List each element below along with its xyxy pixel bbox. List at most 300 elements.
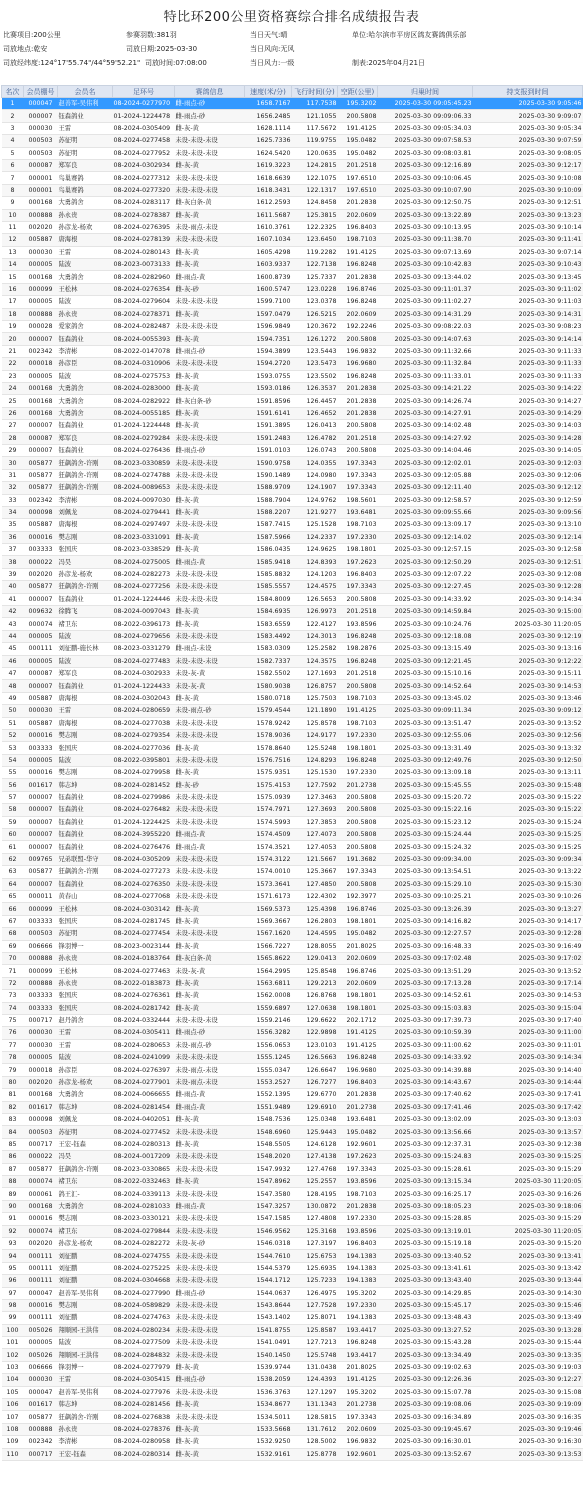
cell-member-name: 狂飙鸽舍-许刚 (58, 457, 113, 469)
cell-arrival-time: 2025-03-30 09:15:23.12 (378, 816, 473, 828)
table-row[interactable] (2, 221, 583, 233)
cell-ring-no: 08-2022-0396173 (113, 618, 175, 630)
cell-speed: 1578.9036 (245, 729, 292, 741)
cell-flight-time: 120.3672 (292, 321, 338, 333)
table-row[interactable] (2, 1225, 583, 1237)
table-row[interactable] (2, 1101, 583, 1113)
cell-speed: 1547.3257 (245, 1200, 292, 1212)
table-row[interactable] (2, 1250, 583, 1262)
cell-loft-no: 005877 (24, 1163, 58, 1175)
table-row[interactable] (2, 506, 583, 518)
table-row[interactable] (2, 779, 583, 791)
cell-speed: 1541.0491 (245, 1337, 292, 1349)
cell-ring-no: 08-2024-0097030 (113, 494, 175, 506)
cell-loft-no: 000888 (24, 977, 58, 989)
header-distance[interactable]: 空距(公里) (338, 86, 378, 98)
table-row[interactable] (2, 1374, 583, 1386)
cell-flight-time: 129.6622 (292, 1014, 338, 1026)
table-row[interactable] (2, 1262, 583, 1274)
table-row[interactable] (2, 1275, 583, 1287)
table-row[interactable] (2, 965, 583, 977)
cell-distance: 198.5601 (338, 494, 378, 506)
cell-rank: 10 (2, 209, 24, 221)
cell-ring-no: 08-2024-0277970 (113, 98, 175, 110)
cell-ring-no: 08-2022-0147078 (113, 345, 175, 357)
table-row[interactable] (2, 866, 583, 878)
table-row[interactable] (2, 457, 583, 469)
cell-report-time: 2025-03-30 9:11:41 (473, 234, 583, 246)
table-row[interactable] (2, 469, 583, 481)
cell-loft-no: 003333 (24, 990, 58, 1002)
table-row[interactable] (2, 283, 583, 295)
cell-bird-info: 雌-灰-黄 (175, 1448, 245, 1460)
cell-loft-no: 000099 (24, 283, 58, 295)
table-row[interactable] (2, 829, 583, 841)
cell-report-time: 2025-03-30 9:13:45 (473, 271, 583, 283)
cell-flight-time: 127.4768 (292, 1163, 338, 1175)
cell-member-name: 唐海根 (58, 234, 113, 246)
cell-member-name: 王宏-钰森 (58, 1138, 113, 1150)
cell-loft-no: 000007 (24, 791, 58, 803)
table-row[interactable] (2, 618, 583, 630)
cell-ring-no: 08-2023-0331091 (113, 531, 175, 543)
table-row[interactable] (2, 110, 583, 122)
cell-bird-info: 雌-雨点-砂 (175, 1287, 245, 1299)
cell-distance: 201.2518 (338, 432, 378, 444)
cell-ring-no: 08-2024-0274763 (113, 1312, 175, 1324)
table-row[interactable] (2, 1052, 583, 1064)
table-row[interactable] (2, 531, 583, 543)
table-row[interactable] (2, 891, 583, 903)
cell-ring-no: 08-2024-0303142 (113, 903, 175, 915)
cell-loft-no: 000022 (24, 556, 58, 568)
table-row[interactable] (2, 184, 583, 196)
cell-distance: 195.3202 (338, 1386, 378, 1398)
cell-bird-info: 雌-灰-黄 (175, 915, 245, 927)
table-row[interactable] (2, 729, 583, 741)
cell-member-name: 刘佩龙 (58, 506, 113, 518)
table-row[interactable] (2, 630, 583, 642)
table-row[interactable] (2, 1089, 583, 1101)
cell-rank: 109 (2, 1436, 24, 1448)
table-row[interactable] (2, 494, 583, 506)
table-row[interactable] (2, 915, 583, 927)
table-row[interactable] (2, 308, 583, 320)
table-row[interactable] (2, 1213, 583, 1225)
cell-ring-no: 08-2024-0280653 (113, 1039, 175, 1051)
cell-distance: 200.5808 (338, 333, 378, 345)
cell-speed: 1571.6173 (245, 891, 292, 903)
table-row[interactable] (2, 655, 583, 667)
cell-member-name: 郑军良 (58, 667, 113, 679)
table-row[interactable] (2, 853, 583, 865)
cell-flight-time: 123.0378 (292, 296, 338, 308)
table-row[interactable] (2, 1448, 583, 1460)
cell-distance: 198.1801 (338, 990, 378, 1002)
header-speed[interactable]: 速度(米/分) (245, 86, 292, 98)
cell-ring-no: 08-2024-0277452 (113, 1126, 175, 1138)
table-row[interactable] (2, 271, 583, 283)
cell-arrival-time: 2025-03-30 09:15:07.78 (378, 1386, 473, 1398)
cell-arrival-time: 2025-03-30 09:15:20.72 (378, 791, 473, 803)
cell-flight-time: 127.7528 (292, 1299, 338, 1311)
cell-rank: 54 (2, 754, 24, 766)
cell-rank: 71 (2, 965, 24, 977)
table-row[interactable] (2, 1237, 583, 1249)
table-row[interactable] (2, 1175, 583, 1187)
cell-flight-time: 126.2803 (292, 915, 338, 927)
cell-speed: 1580.0718 (245, 692, 292, 704)
table-row[interactable] (2, 1423, 583, 1435)
cell-member-name: 王松林 (58, 965, 113, 977)
cell-loft-no: 000007 (24, 841, 58, 853)
cell-rank: 28 (2, 432, 24, 444)
table-row[interactable] (2, 754, 583, 766)
table-row[interactable] (2, 234, 583, 246)
cell-flight-time: 129.6910 (292, 1101, 338, 1113)
cell-distance: 196.8403 (338, 568, 378, 580)
table-row[interactable] (2, 122, 583, 134)
cell-ring-no: 08-2024-0297497 (113, 519, 175, 531)
table-row[interactable] (2, 1411, 583, 1423)
table-row[interactable] (2, 1163, 583, 1175)
cell-speed: 1534.5011 (245, 1411, 292, 1423)
table-row[interactable] (2, 246, 583, 258)
cell-arrival-time: 2025-03-30 09:10:06.45 (378, 172, 473, 184)
cell-bird-info: 未设-未设-未设 (175, 1052, 245, 1064)
cell-bird-info: 雌-灰-黄 (175, 259, 245, 271)
table-row[interactable] (2, 556, 583, 568)
table-row[interactable] (2, 705, 583, 717)
cell-report-time: 2025-03-30 9:14:14 (473, 333, 583, 345)
cell-distance: 196.9680 (338, 358, 378, 370)
cell-rank: 68 (2, 928, 24, 940)
cell-member-name: 狂飙鸽舍-许刚 (58, 866, 113, 878)
cell-member-name: 孙彦臣 (58, 1064, 113, 1076)
table-row[interactable] (2, 1436, 583, 1448)
table-row[interactable] (2, 209, 583, 221)
cell-report-time: 2025-03-30 9:17:14 (473, 977, 583, 989)
table-row[interactable] (2, 717, 583, 729)
cell-rank: 12 (2, 234, 24, 246)
header-report-time[interactable]: 持支报到时间 (473, 86, 583, 98)
cell-arrival-time: 2025-03-30 09:14:29.85 (378, 1287, 473, 1299)
cell-distance: 202.0609 (338, 977, 378, 989)
table-row[interactable] (2, 791, 583, 803)
cell-report-time: 2025-03-30 9:05:46 (473, 98, 583, 110)
table-row[interactable] (2, 1399, 583, 1411)
cell-speed: 1594.7351 (245, 333, 292, 345)
cell-loft-no: 009765 (24, 853, 58, 865)
cell-distance: 197.2330 (338, 531, 378, 543)
cell-bird-info: 未设-未设-未设 (175, 1262, 245, 1274)
table-row[interactable] (2, 667, 583, 679)
table-row[interactable] (2, 928, 583, 940)
cell-distance: 196.8746 (338, 283, 378, 295)
table-row[interactable] (2, 1386, 583, 1398)
cell-loft-no: 000717 (24, 1448, 58, 1460)
table-row[interactable] (2, 680, 583, 692)
cell-bird-info: 未设-灰-黄 (175, 667, 245, 679)
cell-arrival-time: 2025-03-30 09:13:56.66 (378, 1126, 473, 1138)
table-row[interactable] (2, 395, 583, 407)
cell-loft-no: 005877 (24, 866, 58, 878)
table-row[interactable] (2, 1114, 583, 1126)
cell-report-time: 2025-03-30 9:14:29 (473, 407, 583, 419)
table-row[interactable] (2, 147, 583, 159)
table-row[interactable] (2, 135, 583, 147)
cell-bird-info: 未设-未设-未设 (175, 296, 245, 308)
table-row[interactable] (2, 977, 583, 989)
table-row[interactable] (2, 1138, 583, 1150)
cell-flight-time: 119.9755 (292, 135, 338, 147)
table-row[interactable] (2, 544, 583, 556)
table-row[interactable] (2, 816, 583, 828)
cell-flight-time: 124.4393 (292, 1374, 338, 1386)
table-row[interactable] (2, 98, 583, 110)
cell-bird-info: 未设-未设-未设 (175, 1163, 245, 1175)
table-row[interactable] (2, 1324, 583, 1336)
cell-report-time: 2025-03-30 9:14:03 (473, 420, 583, 432)
header-arrival[interactable]: 归巢时间 (378, 86, 473, 98)
cell-bird-info: 未设-未设-未设 (175, 729, 245, 741)
table-row[interactable] (2, 1349, 583, 1361)
table-row[interactable] (2, 1299, 583, 1311)
header-flight-time[interactable]: 飞行时间(分) (292, 86, 338, 98)
cell-rank: 73 (2, 990, 24, 1002)
table-row[interactable] (2, 370, 583, 382)
table-row[interactable] (2, 841, 583, 853)
table-row[interactable] (2, 420, 583, 432)
cell-rank: 108 (2, 1423, 24, 1435)
table-row[interactable] (2, 259, 583, 271)
table-row[interactable] (2, 172, 583, 184)
cell-rank: 89 (2, 1188, 24, 1200)
cell-ring-no: 08-2024-0277458 (113, 135, 175, 147)
table-row[interactable] (2, 581, 583, 593)
cell-arrival-time: 2025-03-30 09:13:40.52 (378, 1250, 473, 1262)
cell-arrival-time: 2025-03-30 09:16:48.33 (378, 940, 473, 952)
table-row[interactable] (2, 358, 583, 370)
cell-report-time: 2025-03-30 9:15:46 (473, 1299, 583, 1311)
table-row[interactable] (2, 1188, 583, 1200)
table-row[interactable] (2, 345, 583, 357)
table-row[interactable] (2, 568, 583, 580)
cell-rank: 95 (2, 1262, 24, 1274)
cell-rank: 14 (2, 259, 24, 271)
cell-distance: 200.5808 (338, 816, 378, 828)
table-row[interactable] (2, 1312, 583, 1324)
cell-ring-no: 08-2024-0278387 (113, 209, 175, 221)
table-row[interactable] (2, 878, 583, 890)
header-loft[interactable]: 会员棚号 (24, 86, 58, 98)
table-row[interactable] (2, 159, 583, 171)
cell-arrival-time: 2025-03-30 09:13:15.49 (378, 643, 473, 655)
cell-bird-info: 未设-雨点-砂 (175, 705, 245, 717)
cell-speed: 1594.3899 (245, 345, 292, 357)
table-row[interactable] (2, 1287, 583, 1299)
cell-member-name: 苏征明 (58, 147, 113, 159)
table-row[interactable] (2, 606, 583, 618)
cell-flight-time: 124.0980 (292, 469, 338, 481)
cell-speed: 1552.1395 (245, 1089, 292, 1101)
cell-rank: 4 (2, 135, 24, 147)
cell-report-time: 2025-03-30 9:11:01 (473, 1039, 583, 1051)
header-bird-info[interactable]: 赛鸽信息 (175, 86, 245, 98)
cell-flight-time: 122.2325 (292, 221, 338, 233)
cell-report-time: 2025-03-30 9:16:49 (473, 940, 583, 952)
cell-report-time: 2025-03-30 9:13:41 (473, 1250, 583, 1262)
cell-bird-info: 未设-未设-未设 (175, 519, 245, 531)
cell-distance: 195.0482 (338, 147, 378, 159)
table-row[interactable] (2, 940, 583, 952)
cell-distance: 196.8403 (338, 221, 378, 233)
cell-rank: 72 (2, 977, 24, 989)
cell-ring-no: 08-2024-0277979 (113, 1361, 175, 1373)
cell-loft-no: 005877 (24, 1411, 58, 1423)
cell-distance: 196.8248 (338, 1052, 378, 1064)
table-row[interactable] (2, 296, 583, 308)
header-member[interactable]: 会员名 (58, 86, 113, 98)
cell-flight-time: 126.9973 (292, 606, 338, 618)
table-row[interactable] (2, 1014, 583, 1026)
table-row[interactable] (2, 742, 583, 754)
cell-rank: 13 (2, 246, 24, 258)
cell-speed: 1593.0755 (245, 370, 292, 382)
cell-member-name: 兄弟联盟-华守 (58, 853, 113, 865)
cell-arrival-time: 2025-03-30 09:12:02.01 (378, 457, 473, 469)
cell-distance: 201.2838 (338, 407, 378, 419)
cell-member-name: 陆波 (58, 296, 113, 308)
cell-bird-info: 未设-雨点-砂 (175, 1039, 245, 1051)
table-row[interactable] (2, 1200, 583, 1212)
table-row[interactable] (2, 952, 583, 964)
cell-distance: 196.9680 (338, 1064, 378, 1076)
cell-member-name: 张国庆 (58, 915, 113, 927)
table-row[interactable] (2, 1039, 583, 1051)
cell-distance: 202.0609 (338, 308, 378, 320)
cell-report-time: 2025-03-30 9:08:23 (473, 321, 583, 333)
table-row[interactable] (2, 903, 583, 915)
cell-flight-time: 127.7213 (292, 1337, 338, 1349)
cell-ring-no: 08-2024-0276436 (113, 444, 175, 456)
cell-speed: 1574.5993 (245, 816, 292, 828)
table-row[interactable] (2, 1064, 583, 1076)
cell-speed: 1619.3223 (245, 159, 292, 171)
cell-report-time: 2025-03-30 9:14:44 (473, 1076, 583, 1088)
table-row[interactable] (2, 1002, 583, 1014)
cell-ring-no: 08-2023-0331279 (113, 643, 175, 655)
cell-report-time: 2025-03-30 9:17:40 (473, 1014, 583, 1026)
cell-report-time: 2025-03-30 9:14:28 (473, 432, 583, 444)
table-row[interactable] (2, 990, 583, 1002)
table-row[interactable] (2, 767, 583, 779)
cell-flight-time: 125.3667 (292, 866, 338, 878)
cell-speed: 1555.1245 (245, 1052, 292, 1064)
cell-loft-no: 000098 (24, 506, 58, 518)
cell-report-time: 2025-03-30 9:12:19 (473, 630, 583, 642)
cell-ring-no: 08-2024-0282960 (113, 271, 175, 283)
table-row[interactable] (2, 333, 583, 345)
cell-flight-time: 122.1075 (292, 172, 338, 184)
table-row[interactable] (2, 1361, 583, 1373)
table-row[interactable] (2, 321, 583, 333)
table-row[interactable] (2, 482, 583, 494)
table-row[interactable] (2, 643, 583, 655)
cell-ring-no: 08-2023-0330121 (113, 1213, 175, 1225)
header-ring[interactable]: 足环号 (113, 86, 175, 98)
cell-ring-no: 08-2022-0183873 (113, 977, 175, 989)
cell-bird-info: 未设-未设-未设 (175, 754, 245, 766)
header-rank[interactable]: 名次 (2, 86, 24, 98)
cell-member-name: 翔顺园-王洪伟 (58, 1324, 113, 1336)
cell-loft-no: 000888 (24, 308, 58, 320)
table-row[interactable] (2, 1126, 583, 1138)
meta-coords: 司放经纬度:124°17'55.74"/44°59'52.21" (3, 59, 141, 67)
cell-bird-info: 未设-未设-未设 (175, 568, 245, 580)
cell-loft-no: 000503 (24, 135, 58, 147)
table-row[interactable] (2, 407, 583, 419)
cell-arrival-time: 2025-03-30 09:19:08.06 (378, 1399, 473, 1411)
cell-distance: 197.2330 (338, 767, 378, 779)
cell-report-time: 2025-03-30 9:12:08 (473, 568, 583, 580)
table-row[interactable] (2, 197, 583, 209)
cell-rank: 52 (2, 729, 24, 741)
cell-flight-time: 126.3537 (292, 382, 338, 394)
cell-ring-no: 08-2024-0283117 (113, 197, 175, 209)
cell-flight-time: 125.8548 (292, 965, 338, 977)
table-row[interactable] (2, 1337, 583, 1349)
cell-flight-time: 127.3463 (292, 791, 338, 803)
table-row[interactable] (2, 804, 583, 816)
cell-arrival-time: 2025-03-30 09:17:40.62 (378, 1089, 473, 1101)
table-row[interactable] (2, 692, 583, 704)
cell-loft-no: 000030 (24, 1039, 58, 1051)
cell-member-name: 大勇鸽舍 (58, 407, 113, 419)
table-row[interactable] (2, 432, 583, 444)
cell-arrival-time: 2025-03-30 09:16:25.17 (378, 1188, 473, 1200)
cell-flight-time: 125.8071 (292, 1312, 338, 1324)
cell-rank: 66 (2, 903, 24, 915)
table-row[interactable] (2, 1151, 583, 1163)
table-row[interactable] (2, 1027, 583, 1039)
cell-arrival-time: 2025-03-30 09:13:27.52 (378, 1324, 473, 1336)
cell-ring-no: 08-2024-0279441 (113, 506, 175, 518)
cell-ring-no: 08-2024-0276361 (113, 990, 175, 1002)
cell-arrival-time: 2025-03-30 09:13:51.29 (378, 965, 473, 977)
meta-project: 比赛项目:200公里 (3, 31, 61, 39)
table-row[interactable] (2, 444, 583, 456)
table-row[interactable] (2, 593, 583, 605)
cell-arrival-time: 2025-03-30 09:12:21.45 (378, 655, 473, 667)
table-row[interactable] (2, 1076, 583, 1088)
table-row[interactable] (2, 382, 583, 394)
cell-ring-no: 08-2024-0277463 (113, 965, 175, 977)
cell-bird-info: 雌-灰-黄 (175, 1423, 245, 1435)
cell-flight-time: 121.1055 (292, 110, 338, 122)
cell-speed: 1544.0637 (245, 1287, 292, 1299)
cell-bird-info: 雌-灰-黄 (175, 1436, 245, 1448)
cell-bird-info: 雌-灰-黄 (175, 494, 245, 506)
cell-rank: 105 (2, 1386, 24, 1398)
cell-rank: 38 (2, 556, 24, 568)
cell-ring-no: 01-2024-1224425 (113, 816, 175, 828)
cell-loft-no: 000168 (24, 382, 58, 394)
cell-loft-no: 000503 (24, 928, 58, 940)
cell-report-time: 2025-03-30 9:13:03 (473, 1114, 583, 1126)
cell-ring-no: 08-2024-0017209 (113, 1151, 175, 1163)
table-row[interactable] (2, 519, 583, 531)
